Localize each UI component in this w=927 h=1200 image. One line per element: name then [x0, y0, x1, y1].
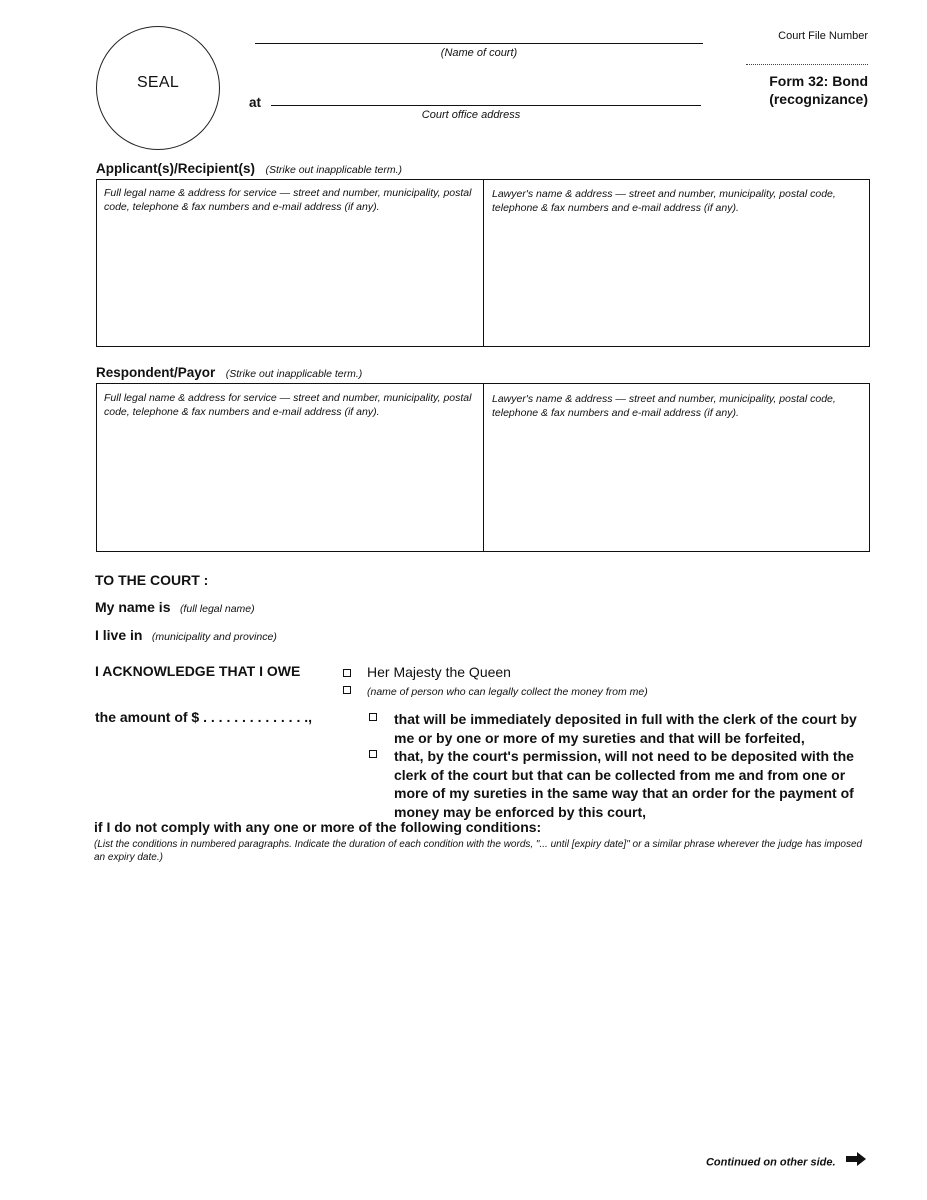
- court-name-line[interactable]: [255, 43, 703, 44]
- continued-row: [640, 1152, 866, 1171]
- respondent-lawyer-cell[interactable]: Lawyer's name & address — street and number, municipality, postal code, telephone & fax numbers and e-mail address (if any).: [492, 393, 836, 419]
- respondent-party-cell[interactable]: Full legal name & address for service — street and number, municipality, postal code, telephone & fax numbers and e-mail address (if any).: [104, 392, 472, 418]
- my-name-row[interactable]: [95, 599, 255, 617]
- applicant-heading-note: (Strike out inapplicable term.): [265, 164, 403, 176]
- amount-label[interactable]: the amount of $ . . . . . . . . . . . . . .,: [95, 709, 313, 725]
- deposit-option2-text: that, by the court's permission, will not need to be deposited with the clerk of the court but that can be collected from me and from one or more of my sureties in the same way that an order for the payment of money may be enforced by this court,: [394, 748, 854, 820]
- my-name-note: (full legal name): [179, 603, 255, 615]
- owe-queen-label: Her Majesty the Queen: [367, 664, 511, 680]
- court-file-number-label: Court File Number: [778, 30, 868, 42]
- at-label: at: [249, 95, 262, 110]
- applicant-heading-row: [96, 160, 402, 178]
- owe-queen-checkbox[interactable]: [343, 669, 351, 677]
- right-arrow-icon: [846, 1152, 866, 1171]
- form-title: Form 32: Bond: [769, 73, 868, 89]
- seal-label: SEAL: [136, 74, 180, 91]
- respondent-box-divider: [483, 383, 484, 552]
- court-office-caption: Court office address: [421, 109, 521, 121]
- conditions-heading: if I do not comply with any one or more of the following conditions:: [94, 819, 542, 835]
- my-name-label: My name is: [95, 599, 171, 615]
- continued-label: Continued on other side.: [705, 1156, 836, 1169]
- court-file-number-field[interactable]: [746, 64, 868, 65]
- i-live-in-row[interactable]: [95, 627, 277, 645]
- to-the-court: TO THE COURT :: [95, 572, 209, 588]
- respondent-heading-row: [96, 364, 362, 382]
- i-live-in-label: I live in: [95, 627, 143, 643]
- owe-person-checkbox[interactable]: [343, 686, 351, 694]
- applicant-heading: Applicant(s)/Recipient(s): [96, 161, 256, 176]
- conditions-note: (List the conditions in numbered paragraphs. Indicate the duration of each condition with the words, "... until [expiry date]" or a similar phrase wherever the judge has imposed an expiry date.): [94, 839, 863, 863]
- respondent-heading-note: (Strike out inapplicable term.): [225, 368, 363, 380]
- owe-person-label: (name of person who can legally collect the money from me): [367, 686, 648, 698]
- applicant-party-cell[interactable]: Full legal name & address for service — street and number, municipality, postal code, telephone & fax numbers and e-mail address (if any).: [104, 187, 472, 213]
- deposit-option2-checkbox[interactable]: [369, 750, 377, 758]
- court-name-caption: (Name of court): [440, 47, 518, 59]
- respondent-heading: Respondent/Payor: [96, 365, 216, 380]
- deposit-option1-text: that will be immediately deposited in full with the clerk of the court by me or by one or more of my sureties and that will be forfeited,: [394, 711, 857, 746]
- applicant-lawyer-cell[interactable]: Lawyer's name & address — street and number, municipality, postal code, telephone & fax numbers and e-mail address (if any).: [492, 188, 836, 214]
- form-subtitle: (recognizance): [769, 91, 868, 107]
- acknowledge-label: I ACKNOWLEDGE THAT I OWE: [95, 663, 301, 679]
- applicant-box-divider: [483, 179, 484, 347]
- i-live-in-note: (municipality and province): [151, 631, 277, 643]
- conditions-area[interactable]: [94, 870, 870, 1140]
- deposit-option1-checkbox[interactable]: [369, 713, 377, 721]
- court-office-line[interactable]: [271, 105, 701, 106]
